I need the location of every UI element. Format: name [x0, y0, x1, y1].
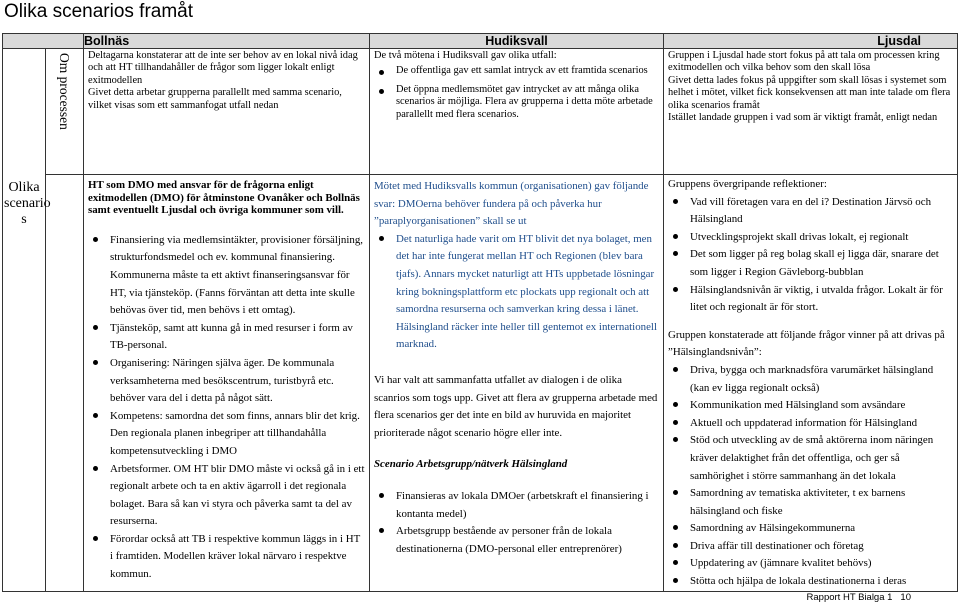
row-label-scenario-empty [46, 175, 84, 592]
list-item: Det som ligger på reg bolag skall ej ligga där, snarare det som ligger i Region Gävleborg-bubblan [668, 246, 953, 281]
process-row [3, 49, 958, 175]
process-ljusdal: Gruppen i Ljusdal hade stort fokus på att tala om processen kring exitmodellen och vilka behov som den skall lösa Givet detta lades fokus på uppgifter som skall lösas i systemet som helhet i mötet, vilket fick konsekvensen att man inte talade om flera olika scenarios framåt Istället landade gruppen i vad som är viktigt framåt, enligt nedan [664, 49, 958, 175]
header-empty [3, 34, 46, 49]
page-number: 10 [900, 592, 911, 603]
list-item: Driva, bygga och marknadsföra varumärket hälsingland (kan ev ligga regionalt också) [668, 362, 953, 397]
header-bollnas: Bollnäs [84, 34, 370, 49]
page-title: Olika scenarios framåt [4, 1, 194, 22]
list-item: Finansieras av lokala DMOer (arbetskraft el finansiering i kontanta medel) [374, 488, 659, 523]
list-item: Samordning av tematiska aktiviteter, t ex barnens hälsingland och fiske [668, 485, 953, 520]
scenario-table [2, 33, 958, 592]
header-hudiksvall: Hudiksvall [370, 34, 664, 49]
list-item: Organisering: Näringen själva äger. De kommunala verksamheterna med besökscentrum, turistbyrå etc. behöver vara del i detta på något sätt. [88, 355, 365, 408]
list-item: Driva affär till destinationer och företag [668, 538, 953, 556]
list-item: Aktuell och uppdaterad information för Hälsingland [668, 415, 953, 433]
scenario-ljusdal: Gruppens övergripande reflektioner: Vad vill företagen vara en del i? Destination Järvsö och Hälsingland Utvecklingsprojekt skall drivas lokalt, ej regionalt Det som ligger på reg bolag skall ej ligga där, snarare det som ligger i Region Gävleborg-bubblan Hälsinglandsnivån är viktig, i utvalda frågor. Lokalt är för litet och regionalt är för stort. Gruppen konstaterade att följande frågor vinner på att drivas på ”Hälsinglandsnivån”: Driva, bygga och marknadsföra varumärket hälsingland (kan ev ligga regionalt också) Kommunikation med Hälsingland som avsändare Aktuell och uppdaterad information för Hälsingland Stöd och utveckling av de små aktörerna inom näringen kräver delaktighet från det offentliga, och ger så samhörighet i större sammanhang än det lokala Samordning av tematiska aktiviteter, t ex barnens hälsingland och fiske Samordning av Hälsingekommunerna Driva affär till destinationer och företag Uppdatering av (jämnare kvalitet behövs) Stötta och hjälpa de lokala destinationerna i deras [664, 175, 958, 592]
list-item: Utvecklingsprojekt skall drivas lokalt, ej regionalt [668, 229, 953, 247]
header-empty-2 [46, 34, 84, 49]
list-item: Stöd och utveckling av de små aktörerna inom näringen kräver delaktighet från det offentliga, och ger så samhörighet i större sammanhang än det lokala [668, 432, 953, 485]
list-item: Vad vill företagen vara en del i? Destination Järvsö och Hälsingland [668, 194, 953, 229]
list-item: Kompetens: samordna det som finns, annars blir det krig. Den regionala planen inbegriper att tillhandahålla kompetensutveckling i DMO [88, 408, 365, 461]
list-item: Det öppna medlemsmötet gav intrycket av att många olika scenarios är möjliga. Flera av grupperna i detta möte arbetade parallellt med flera scenarios. [374, 84, 659, 121]
footer-label: Rapport HT Bialga 1 [806, 592, 893, 603]
row-label-process: Om processen [46, 49, 84, 175]
row-label-outer: Olika scenario s [3, 49, 46, 592]
process-hudiksvall: De två mötena i Hudiksvall gav olika utfall: De offentliga gav ett samlat intryck av ett framtida scenarios Det öppna medlemsmötet gav intrycket av att många olika scenarios är möjliga. Flera av grupperna i detta möte arbetade parallellt med flera scenarios. [370, 49, 664, 175]
list-item: Arbetsformer. OM HT blir DMO måste vi också gå in i ett regionalt arbete och ta en aktiv ägarroll i det regionala bolaget. Bara så kan vi styra och påverka samt ta del av resurserna. [88, 461, 365, 531]
list-item: Hälsinglandsnivån är viktig, i utvalda frågor. Lokalt är för litet och regionalt är för stort. [668, 282, 953, 317]
scenario-subheading: Scenario Arbetsgrupp/nätverk Hälsingland [374, 458, 568, 471]
list-item: Tjänsteköp, samt att kunna gå in med resurser i form av TB-personal. [88, 320, 365, 355]
scenario-bollnas: HT som DMO med ansvar för de frågorna enligt exitmodellen (DMO) för åtminstone Ovanåker och Bollnäs samt eventuellt Ljusdal och övriga kommuner som vill. Finansiering via medlemsintäkter, provisioner försäljning, strukturfondsmedel och ev. kommunal finansiering. Kommunerna måste ta ett aktivt finanseringsansvar för HT, via tjänsteköp. (Fanns förväntan att detta inte skulle behövas över tid, men behövs i ett omtag). Tjänsteköp, samt att kunna gå in med resurser i form av TB-personal. Organisering: Näringen själva äger. De kommunala verksamheterna med besökscentrum, turistbyrå etc. behöver vara del i detta på något sätt. Kompetens: samordna det som finns, annars blir det krig. Den regionala planen inbegriper att tillhandahålla kompetensutveckling i DMO Arbetsformer. OM HT blir DMO måste vi också gå in i ett regionalt arbete och ta en aktiv ägarroll i det regionala bolaget. Bara så kan vi styra och påverka samt ta del av resurserna. Förordar också att TB i respektive kommun läggs in i HT i framtiden. Modellen kräver lokal närvaro i respektve kommun. [84, 175, 370, 592]
list-item: Stötta och hjälpa de lokala destinationerna i deras [668, 573, 953, 591]
list-item: Kommunikation med Hälsingland som avsändare [668, 397, 953, 415]
header-ljusdal: Ljusdal [664, 34, 958, 49]
list-item: De offentliga gav ett samlat intryck av ett framtida scenarios [374, 65, 659, 77]
process-bollnas: Deltagarna konstaterar att de inte ser behov av en lokal nivå idag och att HT tillhandahåller de frågor som ligger lokalt enligt exitmodellen Givet detta arbetar grupperna parallellt med samma scenario, vilket visas som ett sammanfogat utfall nedan [84, 49, 370, 175]
scenario-hudiksvall: Mötet med Hudiksvalls kommun (organisationen) gav följande svar: DMOerna behöver fundera på och påverka hur ”paraplyorganisationen” skall se ut Det naturliga hade varit om HT blivit det nya bolaget, men det har inte fungerat mellan HT och Regionen (blev bara tjafs). Annars mycket naturligt att HTs uppbetade lösningar kring bokningsplattform etc plockats upp regionalt och att samordna resurserna och samverkan kring dessa i länet. Hälsingland räcker inte heller till gentemot ex internationell marknad. Vi har valt att sammanfatta utfallet av dialogen i de olika scanrios som togs upp. Givet att flera av grupperna arbetade med flera scenarios ger det inte en bild av huruvida en majoritet prioriterade något scenario högre eller inte. Scenario Arbetsgrupp/nätverk Hälsingland Finansieras av lokala DMOer (arbetskraft el finansiering i kontanta medel) Arbetsgrupp bestående av personer från de lokala destinationerna (DMO-personal eller entreprenörer) [370, 175, 664, 592]
list-item: Förordar också att TB i respektive kommun läggs in i HT i framtiden. Modellen kräver lokal närvaro i respektve kommun. [88, 531, 365, 584]
scenario-row [3, 175, 958, 592]
list-item: Samordning av Hälsingekommunerna [668, 520, 953, 538]
list-item: Finansiering via medlemsintäkter, provisioner försäljning, strukturfondsmedel och ev. kommunal finansiering. Kommunerna måste ta ett aktivt finanseringsansvar för HT, via tjänsteköp. (Fanns förväntan att detta inte skulle behövas över tid, men behövs i ett omtag). [88, 232, 365, 320]
list-item: Uppdatering av (jämnare kvalitet behövs) [668, 555, 953, 573]
page-footer [807, 592, 911, 604]
list-item: Det naturliga hade varit om HT blivit det nya bolaget, men det har inte fungerat mellan HT och Regionen (blev bara tjafs). Annars mycket naturligt att HTs uppbetade lösningar kring bokningsplattform etc plockats upp regionalt och att samordna resurserna och samverkan kring dessa i länet. Hälsingland räcker inte heller till gentemot ex internationell marknad. [374, 231, 659, 354]
list-item: Arbetsgrupp bestående av personer från de lokala destinationerna (DMO-personal eller entreprenörer) [374, 523, 659, 558]
header-row [3, 34, 958, 49]
